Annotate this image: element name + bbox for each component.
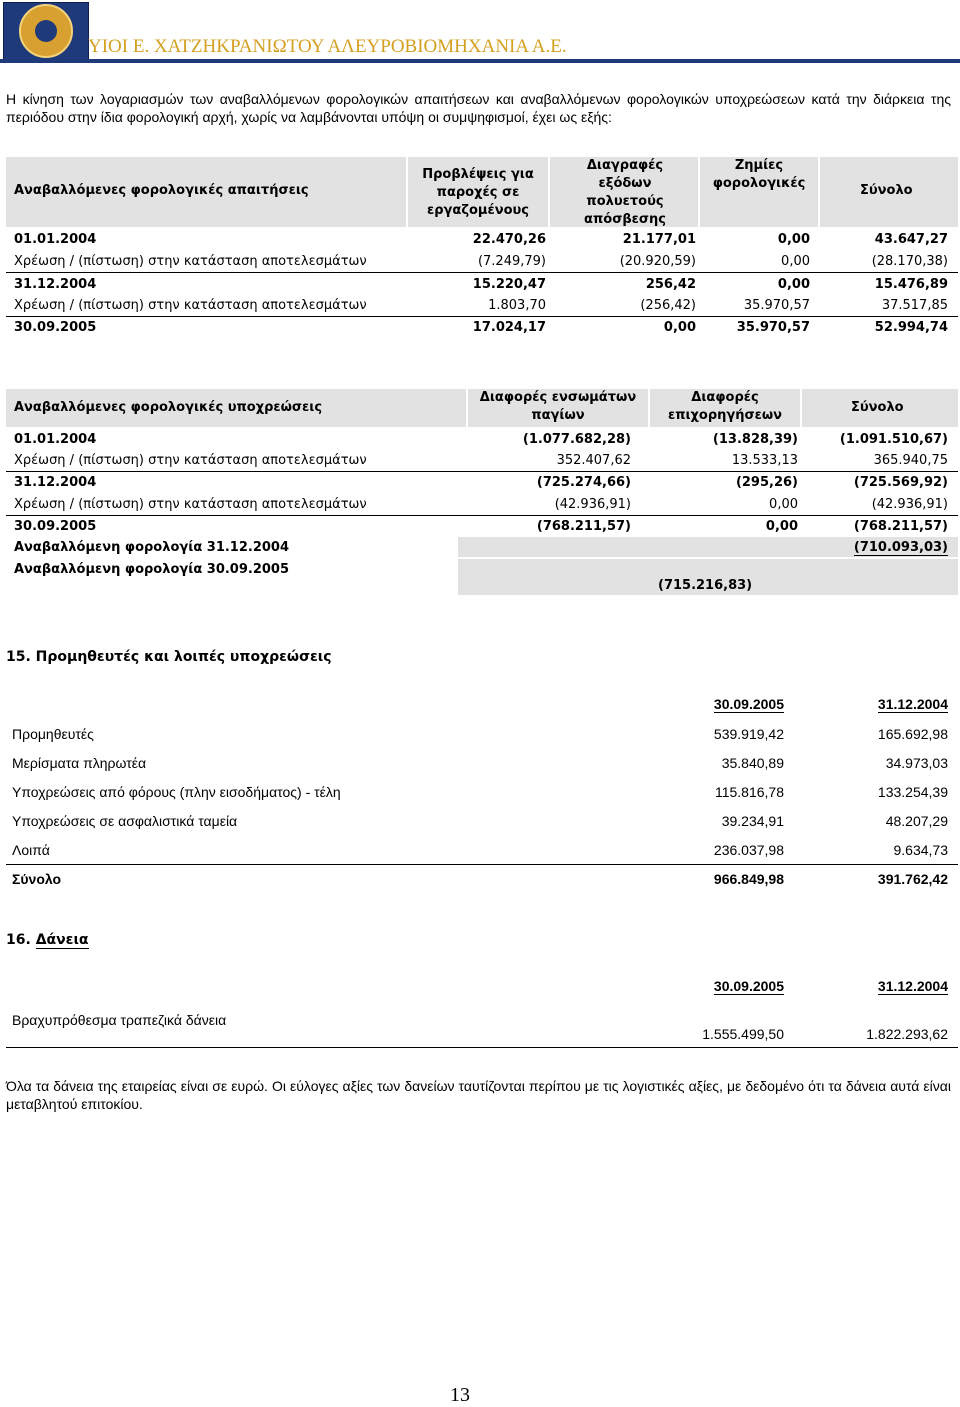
section-16-title: 16. Δάνεια xyxy=(6,932,89,948)
dta-header-provisions: Προβλέψεις για παροχές σε εργαζομένους xyxy=(422,167,534,218)
table-row: 31.12.2004 (725.274,66) (295,26) (725.569,92) xyxy=(14,475,948,490)
header-divider xyxy=(0,59,960,63)
table-row: Χρέωση / (πίστωση) στην κατάσταση αποτελεσμάτων 352.407,62 13.533,13 365.940,75 xyxy=(6,451,958,472)
table-row: 01.01.2004 (1.077.682,28) (13.828,39) (1.091.510,67) xyxy=(14,432,948,447)
table-row: Προμηθευτές 539.919,42 165.692,98 xyxy=(12,726,948,742)
logo-emblem-icon xyxy=(19,4,73,58)
table-row: Μερίσματα πληρωτέα 35.840,89 34.973,03 xyxy=(12,755,948,771)
dta-header-label: Αναβαλλόμενες φορολογικές απαιτήσεις xyxy=(14,183,309,198)
table-row: Υποχρεώσεις σε ασφαλιστικά ταμεία 39.234,91 48.207,29 xyxy=(12,813,948,829)
table-row: Υποχρεώσεις από φόρους (πλην εισοδήματος) - τέλη 115.816,78 133.254,39 xyxy=(12,784,948,800)
dtl-header-label: Αναβαλλόμενες φορολογικές υποχρεώσεις xyxy=(14,400,323,415)
loans-note: Όλα τα δάνεια της εταιρείας είναι σε ευρώ. Οι εύλογες αξίες των δανείων ταυτίζονται περίπου με τις λογιστικές αξίες, με δεδομένο ότι τα δάνεια αυτά είναι μεταβλητού επιτοκίου. xyxy=(6,1078,951,1112)
table-row: Χρέωση / (πίστωση) στην κατάσταση αποτελεσμάτων (7.249,79) (20.920,59) 0,00 (28.170,38) xyxy=(6,252,958,273)
dtl-header-fixed-assets: Διαφορές ενσωμάτων παγίων xyxy=(479,390,637,423)
table-header-row: 30.09.2005 31.12.2004 xyxy=(713,978,948,994)
dta-header-total: Σύνολο xyxy=(860,183,913,198)
table-row: 30.09.2005 17.024,17 0,00 35.970,57 52.994,74 xyxy=(14,320,948,335)
table-row: 30.09.2005 (768.211,57) 0,00 (768.211,57) xyxy=(14,519,948,534)
table-row: 31.12.2004 15.220,47 256,42 0,00 15.476,89 xyxy=(14,277,948,292)
company-name: ΥΙΟΙ Ε. ΧΑΤΖΗΚΡΑΝΙΩΤΟΥ ΑΛΕΥΡΟΒΙΟΜΗΧΑΝΙΑ Α.Ε. xyxy=(88,36,567,57)
intro-paragraph: Η κίνηση των λογαριασμών των αναβαλλόμενων φορολογικών απαιτήσεων και αναβαλλόμενων φορολογικών υποχρεώσεων κατά την διάρκεια της περιόδου στην ίδια φορολογική αρχή, χωρίς να λαμβάνονται υπόψη οι συμψηφισμοί, έχει ως εξής: xyxy=(6,91,951,125)
deferred-tax-2005-row: Αναβαλλόμενη φορολογία 30.09.2005 (715.216,83) xyxy=(14,562,753,593)
dta-header-tax-losses: Ζημίες φορολογικές xyxy=(712,158,806,191)
deferred-tax-2004-row: Αναβαλλόμενη φορολογία 31.12.2004 (710.093,03) xyxy=(14,540,948,555)
company-logo xyxy=(3,2,89,60)
page-number: 13 xyxy=(450,1384,470,1406)
dta-header-writeoffs: Διαγραφές εξόδων πολυετούς απόσβεσης xyxy=(584,158,666,227)
table-row: Λοιπά 236.037,98 9.634,73 xyxy=(12,842,948,858)
section-15-title: 15. Προμηθευτές και λοιπές υποχρεώσεις xyxy=(6,649,332,665)
table-row: Βραχυπρόθεσμα τραπεζικά δάνεια 1.555.499,50 1.822.293,62 xyxy=(12,1012,948,1042)
table-row: 01.01.2004 22.470,26 21.177,01 0,00 43.647,27 xyxy=(14,232,948,247)
table-total-row: Σύνολο 966.849,98 391.762,42 xyxy=(12,871,948,887)
table-row: Χρέωση / (πίστωση) στην κατάσταση αποτελεσμάτων (42.936,91) 0,00 (42.936,91) xyxy=(6,495,958,516)
table-row: Χρέωση / (πίστωση) στην κατάσταση αποτελεσμάτων 1.803,70 (256,42) 35.970,57 37.517,85 xyxy=(6,296,958,317)
dtl-header-grants: Διαφορές επιχορηγήσεων xyxy=(667,390,783,423)
dtl-header-total: Σύνολο xyxy=(851,400,904,415)
table-divider xyxy=(6,1047,958,1048)
table-header-row: 30.09.2005 31.12.2004 xyxy=(713,696,948,712)
